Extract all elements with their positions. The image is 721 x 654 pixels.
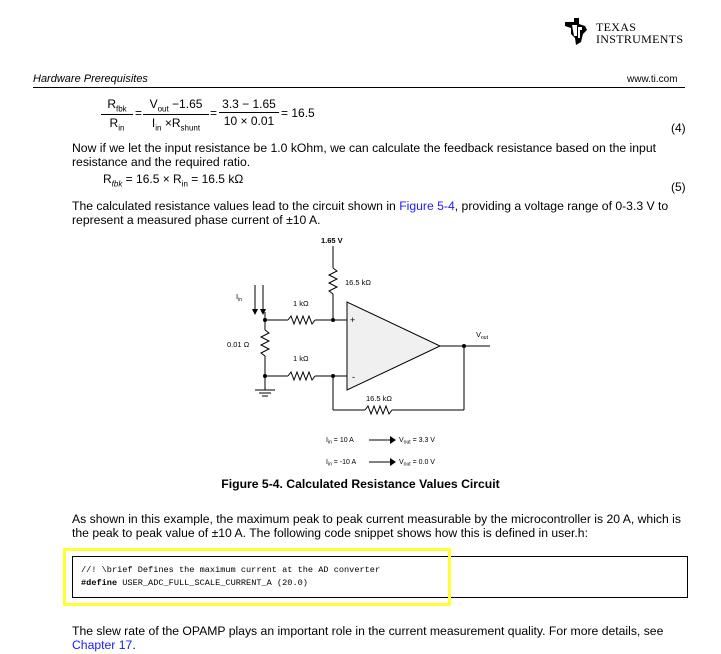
label-r-fb: 16.5 kΩ	[366, 394, 393, 403]
figure-link[interactable]: Figure 5-4	[399, 199, 455, 213]
label-case2-in: $I_{in} = -10$ A	[326, 459, 357, 468]
label-plus: +	[350, 315, 356, 325]
eq4-equals-2: =	[210, 106, 218, 120]
label-r-shunt: 0.01 Ω	[227, 340, 250, 349]
label-r-top: 16.5 kΩ	[345, 278, 372, 287]
section-title: Hardware Prerequisites	[33, 73, 148, 85]
code-line-1: //! \brief Defines the maximum current at the AD converter	[81, 565, 381, 575]
eq4-result: = 16.5	[281, 106, 315, 120]
equation-5: $R_{fbk} = 16.5 \times R_{in} = 16.5$ kΩ	[103, 172, 244, 189]
code-highlight	[63, 548, 451, 606]
code-line-2: #define USER_ADC_FULL_SCALE_CURRENT_A (20.0)	[81, 578, 308, 588]
site-url: www.ti.com	[627, 74, 678, 85]
chapter-link[interactable]: Chapter 17	[72, 638, 133, 652]
eq4-right-fraction: $\frac{3.3 - 1.65}{10 \times 0.01}$	[219, 97, 279, 128]
eq4-equals-1: =	[135, 106, 143, 120]
label-iin: $I_{in}$	[236, 292, 242, 303]
paragraph-1: Now if we let the input resistance be 1.0 kOhm, we can calculate the feedback resistance based on the input resistance and the required ratio.	[72, 141, 656, 169]
label-case1-in: $I_{in} = 10$ A	[326, 437, 354, 446]
label-r-in-bottom: 1 kΩ	[293, 354, 309, 363]
eq5-number: (5)	[671, 180, 686, 194]
eq4-lhs-fraction: $R_{fbk}$ $R_{in}$	[101, 97, 133, 133]
paragraph-4: The slew rate of the OPAMP plays an important role in the current measurement quality. For more details, see Chapter 17.	[72, 624, 664, 652]
label-minus: -	[352, 372, 355, 382]
brand-line1: TEXAS	[596, 20, 637, 34]
paragraph-3: As shown in this example, the maximum peak to peak current measurable by the microcontroller is 20 A, which is the peak to peak value of ±10 A. The following code snippet shows how this is defined in user.h:	[72, 512, 681, 540]
eq4-mid-fraction: $V_{out} -1.65$ $I_{in} \times R_{shunt}$	[143, 97, 209, 133]
label-case2-out: $V_{out} = 0.0$ V	[399, 459, 435, 468]
label-r-in-top: 1 kΩ	[293, 299, 309, 308]
label-vout: $V_{out}$	[476, 330, 488, 341]
paragraph-2: The calculated resistance values lead to the circuit shown in Figure 5-4, providing a voltage range of 0-3.3 V to represent a measured phase current of ±10 A.	[72, 199, 669, 227]
label-case1-out: $V_{out} = 3.3$ V	[399, 437, 435, 446]
figure-caption: Figure 5-4. Calculated Resistance Values Circuit	[221, 477, 500, 491]
eq4-number: (4)	[671, 121, 686, 135]
label-vref: 1.65 V	[321, 236, 343, 245]
brand-line2: INSTRUMENTS	[596, 32, 684, 46]
